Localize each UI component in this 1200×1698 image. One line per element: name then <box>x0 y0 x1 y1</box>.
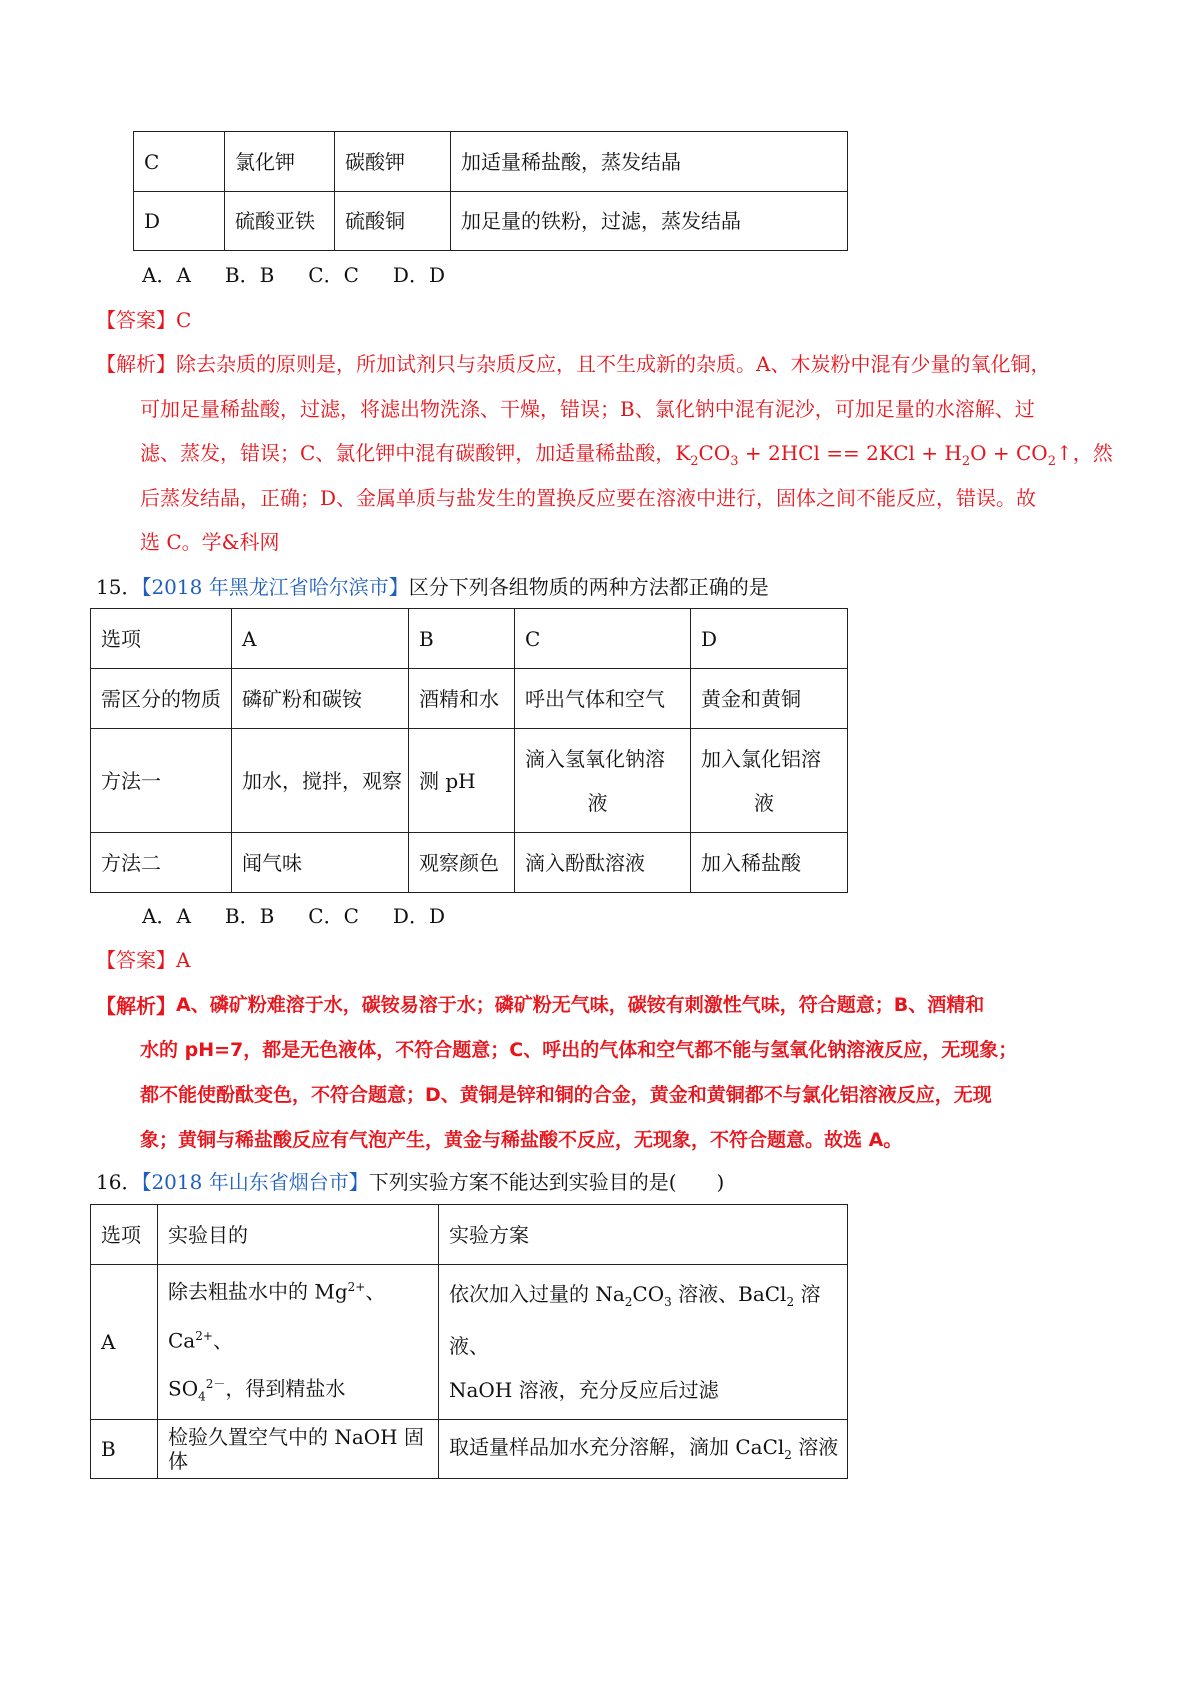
question-number: 15． <box>96 575 142 599</box>
cell-text: 、Ca <box>168 1279 386 1353</box>
analysis-text: 滤、蒸发，错误；C、氯化钾中混有碳酸钾，加适量稀盐酸， <box>140 441 676 465</box>
question-number: 16． <box>96 1170 142 1194</box>
q16-stem <box>96 1170 724 1194</box>
cell: 实验目的 <box>158 1205 439 1265</box>
question-text: 区分下列各组物质的两种方法都正确的是 <box>408 575 769 599</box>
cell: 闻气味 <box>232 833 409 893</box>
answer-value: C <box>176 308 192 332</box>
sub: 2 <box>784 1448 792 1463</box>
option-b: B．B <box>224 263 275 287</box>
cell: 需区分的物质 <box>91 669 232 729</box>
answer-value: A <box>176 948 191 972</box>
cell: 滴入酚酞溶液 <box>515 833 691 893</box>
q14-answer <box>96 308 191 332</box>
cell: 酒精和水 <box>409 669 515 729</box>
q14-options-table <box>133 131 848 251</box>
cell-text: ，得到精盐水 <box>225 1376 346 1401</box>
sub: 4 <box>198 1389 206 1404</box>
cell: 选项 <box>91 609 232 669</box>
q15-analysis-line-2: 水的 pH=7，都是无色液体，不符合题意；C、呼出的气体和空气都不能与氢氧化钠溶液反应，无现象； <box>140 1039 1018 1061</box>
cell: 碳酸钾 <box>335 132 451 192</box>
q14-analysis-line-4: 后蒸发结晶，正确；D、金属单质与盐发生的置换反应要在溶液中进行，固体之间不能反应，错误。故 <box>140 486 1037 510</box>
analysis-text: ，然 <box>1072 441 1113 465</box>
cell: 观察颜色 <box>409 833 515 893</box>
cell <box>439 1419 848 1478</box>
table-row <box>91 669 848 729</box>
sup: 2－ <box>205 1377 226 1392</box>
q14-analysis-line-3 <box>140 441 1113 470</box>
eq-sub: 2 <box>1047 454 1056 469</box>
sup: 2+ <box>195 1328 213 1343</box>
option-d: D．D <box>392 263 445 287</box>
sub: 2 <box>624 1294 633 1309</box>
eq-part: CO <box>698 441 731 465</box>
table-row <box>134 132 848 192</box>
cell: 加足量的铁粉，过滤，蒸发结晶 <box>451 192 848 251</box>
option-c: C．C <box>308 904 359 928</box>
cell: 加适量稀盐酸，蒸发结晶 <box>451 132 848 192</box>
answer-label: 【答案】 <box>96 948 176 972</box>
table-row <box>91 1205 848 1265</box>
option-d: D．D <box>392 904 445 928</box>
cell: 黄金和黄铜 <box>691 669 848 729</box>
cell: D <box>134 192 225 251</box>
cell: 硫酸铜 <box>335 192 451 251</box>
sup: 2+ <box>347 1280 366 1294</box>
cell <box>158 1265 439 1420</box>
cell-text: 除去粗盐水中的 Mg <box>168 1279 348 1304</box>
cell: B <box>409 609 515 669</box>
cell: A <box>91 1265 158 1420</box>
cell: 选项 <box>91 1205 158 1265</box>
option-c: C．C <box>308 263 359 287</box>
cell: 实验方案 <box>439 1205 848 1265</box>
q15-options <box>142 904 479 928</box>
eq-part: K <box>675 441 691 465</box>
question-text: 下列实验方案不能达到实验目的是( ) <box>368 1170 725 1194</box>
cell: B <box>91 1419 158 1478</box>
table-row <box>91 1265 848 1420</box>
cell-line: 加入氯化铝溶 <box>701 746 821 771</box>
cell-text: 溶液 <box>791 1435 839 1460</box>
eq-sub: 3 <box>730 454 739 469</box>
cell: 呼出气体和空气 <box>515 669 691 729</box>
cell: 硫酸亚铁 <box>225 192 335 251</box>
cell <box>439 1265 848 1420</box>
option-a: A．A <box>142 263 191 287</box>
cell-text: CO <box>632 1281 665 1306</box>
option-a: A．A <box>142 904 191 928</box>
option-b: B．B <box>224 904 275 928</box>
cell-text: 溶液、 <box>449 1281 821 1358</box>
cell: 磷矿粉和碳铵 <box>232 669 409 729</box>
cell <box>515 729 691 833</box>
cell-text: 取适量样品加水充分溶解，滴加 CaCl <box>449 1435 785 1460</box>
up-arrow-icon: ↑ <box>1055 441 1073 465</box>
q15-stem <box>96 575 769 599</box>
q15-analysis-label: 【解析】 <box>96 994 176 1018</box>
sub: 3 <box>664 1294 672 1309</box>
q15-analysis-line-1: A、磷矿粉难溶于水，碳铵易溶于水；磷矿粉无气味，碳铵有刺激性气味，符合题意；B、酒精和 <box>176 994 985 1016</box>
cell-text: NaOH 溶液，充分反应后过滤 <box>449 1377 719 1402</box>
q15-analysis-line-3: 都不能使酚酞变色，不符合题意；D、黄铜是锌和铜的合金，黄金和黄铜都不与氯化铝溶液反应，无现 <box>140 1084 992 1106</box>
q14-options <box>142 263 479 287</box>
cell-text: SO <box>168 1376 199 1401</box>
cell-line: 液 <box>587 790 608 815</box>
cell: 加水，搅拌，观察 <box>232 729 409 833</box>
cell-text: 依次加入过量的 Na <box>449 1281 625 1306</box>
equation <box>675 441 1073 469</box>
cell: 方法二 <box>91 833 232 893</box>
cell: 氯化钾 <box>225 132 335 192</box>
q14-analysis-label: 【解析】 <box>96 352 176 376</box>
table-row <box>91 729 848 833</box>
question-source: 【2018 年山东省烟台市】 <box>141 1170 369 1194</box>
cell: A <box>232 609 409 669</box>
q15-answer <box>96 948 190 972</box>
eq-part: + 2HCl == 2KCl + H <box>738 441 962 465</box>
cell: D <box>691 609 848 669</box>
cell: C <box>134 132 225 192</box>
q15-table <box>90 608 848 893</box>
q15-analysis-line-4: 象；黄铜与稀盐酸反应有气泡产生，黄金与稀盐酸不反应，无现象，不符合题意。故选 A。 <box>140 1129 903 1151</box>
cell: 测 pH <box>409 729 515 833</box>
table-row <box>91 609 848 669</box>
q14-analysis-line-5: 选 C。学&科网 <box>140 530 280 554</box>
cell-text: 、 <box>212 1328 233 1353</box>
cell: 加入稀盐酸 <box>691 833 848 893</box>
eq-sub: 2 <box>961 454 971 469</box>
cell-text: 溶液、BaCl <box>671 1281 787 1306</box>
cell: C <box>515 609 691 669</box>
q14-analysis-line-1: 除去杂质的原则是，所加试剂只与杂质反应，且不生成新的杂质。A、木炭粉中混有少量的氧化铜， <box>176 352 1051 376</box>
cell <box>691 729 848 833</box>
cell: 方法一 <box>91 729 232 833</box>
q14-analysis-line-2: 可加足量稀盐酸，过滤，将滤出物洗涤、干燥，错误；B、氯化钠中混有泥沙，可加足量的水溶解、过 <box>140 397 1035 421</box>
cell-line: 液 <box>754 790 774 815</box>
eq-sub: 2 <box>690 454 699 469</box>
eq-part: O + CO <box>970 441 1048 465</box>
question-source: 【2018 年黑龙江省哈尔滨市】 <box>141 575 409 599</box>
cell-line: 滴入氢氧化钠溶 <box>525 746 665 771</box>
cell: 检验久置空气中的 NaOH 固体 <box>158 1419 439 1478</box>
table-row <box>91 1419 848 1478</box>
answer-label: 【答案】 <box>96 308 176 332</box>
table-row <box>91 833 848 893</box>
q16-table <box>90 1204 848 1479</box>
table-row <box>134 192 848 251</box>
sub: 2 <box>786 1294 795 1309</box>
